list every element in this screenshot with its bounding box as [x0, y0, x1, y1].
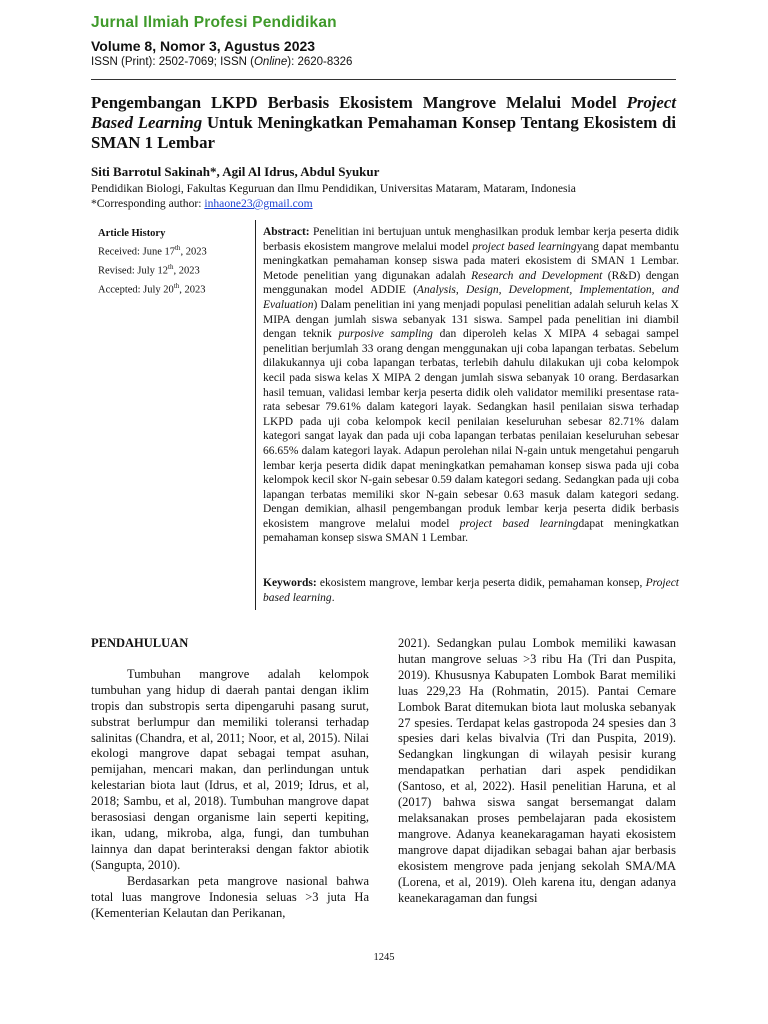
history-revised [98, 260, 248, 279]
issn-line [91, 56, 352, 68]
abstract-italic: Analysis, Design, Development, Implementation, and Evaluation [263, 284, 679, 311]
accepted-year: , 2023 [179, 284, 206, 296]
volume-issue: Volume 8, Nomor 3, Agustus 2023 [91, 38, 316, 54]
keywords-text: ekosistem mangrove, lembar kerja peserta didik, pemahaman konsep, [316, 577, 646, 589]
abstract-text: Penelitian ini bertujuan untuk menghasilkan produk lembar kerja peserta didik berbasis ekosistem mangrove melalui model [263, 226, 679, 253]
body-paragraph: Tumbuhan mangrove adalah kelompok tumbuhan yang hidup di daerah pantai dengan iklim tropis dan substropis serta dipengaruhi pasang surut, substrat berlumpur dan memiliki toleransi terhadap salinitas (Chandra, et al, 2011; Noor, et al, 2015). Nilai ekologi mangrove dapat sebagai tempat asuhan, pemijahan, mencari makan, dan perlindungan untuk kelestarian biota laut (Idrus, et al, 2019; Idrus, et al, 2018; Sambu, et al, 2018). Tumbuhan mangrove dapat berasosiasi dengan organisme lain seperti kepiting, ikan, udang, mikroba, alga, fungi, dan tumbuhan lainnya dan dapat berinteraksi dengan faktor abiotik (Sangupta, 2010). [91, 666, 369, 872]
abstract-text: ) Dalam penelitian ini yang menjadi populasi penelitian adalah seluruh kelas X MIPA dengan jumlah siswa sebanyak 131 siswa. Sampel pada penelitian ini diambil dengan teknik [263, 298, 679, 341]
body-column-right [398, 636, 676, 906]
abstract-italic: purposive sampling [338, 328, 433, 341]
issn-print: ISSN (Print): 2502-7069; ISSN ( [91, 56, 254, 68]
authors: Siti Barrotul Sakinah*, Agil Al Idrus, Abdul Syukur [91, 164, 380, 179]
article-history [98, 226, 248, 297]
abstract-label: Abstract: [263, 226, 310, 238]
abstract-text: (R&D) dengan menggunakan model ADDIE ( [263, 269, 679, 297]
revised-sup: th [168, 262, 174, 271]
history-accepted [98, 279, 248, 298]
received-year: , 2023 [180, 246, 207, 258]
keywords-label: Keywords: [263, 577, 317, 589]
revised-year: , 2023 [173, 265, 200, 277]
paper-title [91, 93, 676, 152]
accepted-sup: th [173, 281, 180, 290]
abstract-italic: project based learning [472, 240, 577, 253]
title-part2: Untuk Meningkatkan Pemahaman Konsep Tentang Ekosistem di SMAN 1 Lembar [91, 112, 676, 152]
journal-name: Jurnal Ilmiah Profesi Pendidikan [91, 14, 337, 31]
affiliation: Pendidikan Biologi, Fakultas Keguruan dan Ilmu Pendidikan, Universitas Mataram, Mataram, Indonesia [91, 182, 576, 195]
section-heading: PENDAHULUAN [91, 636, 189, 650]
abstract-italic: Research and Development [471, 269, 603, 282]
keywords [263, 576, 679, 605]
keywords-end: . [331, 591, 335, 604]
revised-label: Revised: July 12 [98, 265, 168, 277]
abstract [263, 225, 679, 546]
abstract-text: dapat meningkatkan pemahaman konsep siswa SMAN 1 Lembar. [263, 517, 679, 545]
abstract-text: dan diperoleh kelas X MIPA 4 sebagai sampel penelitian berjumlah 33 orang dengan menggunakan uji coba lapangan terbatas. Sebelum dilakukannya uji coba lapangan terbatas, terlebih dahulu dilakukan uji coba kelompok kecil pada siswa kelas X MIPA 2 dengan jumlah siswa sebanyak 10 orang. Berdasarkan hasil temuan, validasi lembar kerja peserta didik oleh validator memiliki presentase rata-rata sebesar 79.61% dalam kategori layak. Sedangkan hasil penilaian siswa terhadap LKPD pada uji coba kelompok kecil penilaian keseluruhan sebesar 82.71% dalam kategori sangat layak dan pada uji coba lapangan terbatas penilaian keseluruhan sebesar 66.65% dalam kategori layak. Adapun perolehan nilai N-gain untuk mengetahui pengaruh lembar kerja peserta didik dapat meningkatkan pemahaman konsep siswa pada uji coba kelompok kecil skor N-gain sebesar 0.59 dalam kategori sedang. Sedangkan pada uji coba lapangan terbatas memiliki skor N-gain sebesar 0.63 masuk dalam kategori sedang. Dengan demikian, alhasil pengembangan produk lembar kerja peserta didik berbasis ekosistem mangrove melalui model [263, 328, 680, 530]
title-part1: Pengembangan LKPD Berbasis Ekosistem Mangrove Melalui Model [91, 93, 627, 112]
affiliation-block [91, 181, 576, 211]
page-number: 1245 [373, 952, 395, 963]
body-paragraph: Berdasarkan peta mangrove nasional bahwa total luas mangrove Indonesia seluas >3 juta Ha (Kementerian Kelautan dan Perikanan, [91, 873, 369, 920]
accepted-label: Accepted: July 20 [98, 284, 174, 296]
history-heading: Article History [98, 228, 166, 239]
body-column-left [91, 636, 369, 921]
abstract-text: yang dapat membantu meningkatkan pemahaman konsep siswa pada materi ekosistem di SMAN 1 Lembar. Metode penelitian yang digunakan adalah [263, 240, 679, 282]
corresponding-label: *Corresponding author: [91, 197, 205, 210]
received-sup: th [174, 244, 181, 253]
abstract-italic: project based learning [459, 517, 579, 530]
keywords-italic: Project based learning [263, 577, 679, 604]
issn-online-word: Online [253, 56, 288, 68]
corresponding-author [91, 196, 576, 211]
received-label: Received: June 17 [98, 246, 175, 258]
issn-online: ): 2620-8326 [287, 56, 353, 68]
corresponding-email-link[interactable]: inhaone23@gmail.com [204, 197, 313, 210]
title-italic: Project Based Learning [91, 93, 676, 132]
body-paragraph: 2021). Sedangkan pulau Lombok memiliki kawasan hutan mangrove seluas >3 ribu Ha (Tri dan Puspita, 2019). Khususnya Kabupaten Lombok Barat memiliki luas 229,23 Ha (Rohmatin, 2015). Pantai Cemare Lombok Barat ditemukan biota laut moluska sebanyak 27 spesies. Terdapat kelas gastropoda 24 spesies dan 3 spesies dari kelas bivalvia (Tri dan Puspita, 2019). Sedangkan lingkungan di wilayah pesisir kurang mendapatkan perhatian dari aspek pendidikan (Santoso, et al, 2022). Hasil penelitian Haruna, et al (2017) bahwa siswa sangat bersemangat dalam melaksanakan proses pembelajaran pada ekosistem mangrove. Adanya keanekaragaman hayati ekosistem mangrove dapat dijadikan sebagai bahan ajar berbasis ekosistem mengrove pada jenjang sekolah SMA/MA (Lorena, et al, 2019). Oleh karena itu, dengan adanya keanekaragaman dan fungsi [398, 636, 676, 905]
history-received [98, 241, 248, 260]
header-rule [91, 79, 676, 80]
